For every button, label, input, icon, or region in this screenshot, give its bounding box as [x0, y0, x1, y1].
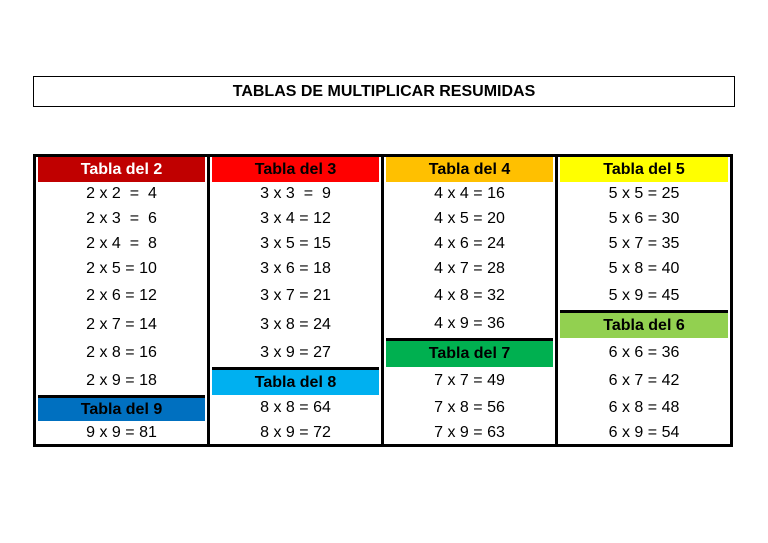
- table-row: 5 x 5 = 25: [608, 185, 680, 202]
- table-row: 4 x 6 = 24: [434, 234, 505, 252]
- table-column-1: [36, 157, 210, 444]
- table-row: 6 x 9 = 54: [608, 423, 680, 441]
- table-header: Tabla del 3: [212, 157, 379, 182]
- table-row: 4 x 7 = 28: [434, 259, 505, 277]
- table-row: 5 x 9 = 45: [608, 286, 680, 304]
- table-row: 3 x 5 = 15: [260, 234, 331, 252]
- table-row: 8 x 9 = 72: [260, 423, 331, 441]
- table-row: 7 x 7 = 49: [434, 372, 505, 389]
- table-header: Tabla del 4: [386, 157, 553, 182]
- table-header: Tabla del 9: [38, 395, 205, 421]
- table-row: 2 x 9 = 18: [86, 372, 157, 389]
- page-title: TABLAS DE MULTIPLICAR RESUMIDAS: [33, 76, 735, 107]
- table-row: 4 x 8 = 32: [434, 286, 505, 304]
- table-row: 5 x 7 = 35: [608, 234, 680, 252]
- table-row: 3 x 3 = 9: [260, 185, 331, 202]
- table-row: 3 x 6 = 18: [260, 259, 331, 277]
- table-header: Tabla del 6: [560, 310, 728, 338]
- table-row: 2 x 3 = 6: [86, 209, 157, 227]
- table-row: 6 x 6 = 36: [608, 343, 680, 361]
- table-row: 6 x 7 = 42: [608, 372, 680, 389]
- table-row: 3 x 4 = 12: [260, 209, 331, 227]
- table-header: Tabla del 8: [212, 367, 379, 395]
- table-row: 2 x 2 = 4: [86, 185, 157, 202]
- table-row: 2 x 7 = 14: [86, 315, 157, 333]
- table-row: 2 x 4 = 8: [86, 234, 157, 252]
- table-column-2: [210, 157, 384, 444]
- table-row: 6 x 8 = 48: [608, 399, 680, 416]
- table-row: 8 x 8 = 64: [260, 399, 331, 416]
- table-column-4: [558, 157, 730, 444]
- table-row: 4 x 9 = 36: [434, 315, 505, 332]
- table-row: 2 x 6 = 12: [86, 286, 157, 304]
- table-row: 2 x 5 = 10: [86, 259, 157, 277]
- table-row: 3 x 9 = 27: [260, 344, 331, 361]
- table-row: 5 x 8 = 40: [608, 259, 680, 277]
- table-row: 9 x 9 = 81: [86, 423, 157, 441]
- table-row: 5 x 6 = 30: [608, 209, 680, 227]
- table-row: 3 x 8 = 24: [260, 315, 331, 333]
- table-row: 3 x 7 = 21: [260, 286, 331, 304]
- multiplication-tables-grid: [33, 154, 733, 447]
- table-column-3: [384, 157, 558, 444]
- table-row: 7 x 9 = 63: [434, 423, 505, 441]
- table-header: Tabla del 2: [38, 157, 205, 182]
- table-header: Tabla del 7: [386, 338, 553, 367]
- table-row: 4 x 5 = 20: [434, 209, 505, 227]
- table-row: 2 x 8 = 16: [86, 344, 157, 361]
- table-row: 4 x 4 = 16: [434, 185, 505, 202]
- table-header: Tabla del 5: [560, 157, 728, 182]
- table-row: 7 x 8 = 56: [434, 399, 505, 416]
